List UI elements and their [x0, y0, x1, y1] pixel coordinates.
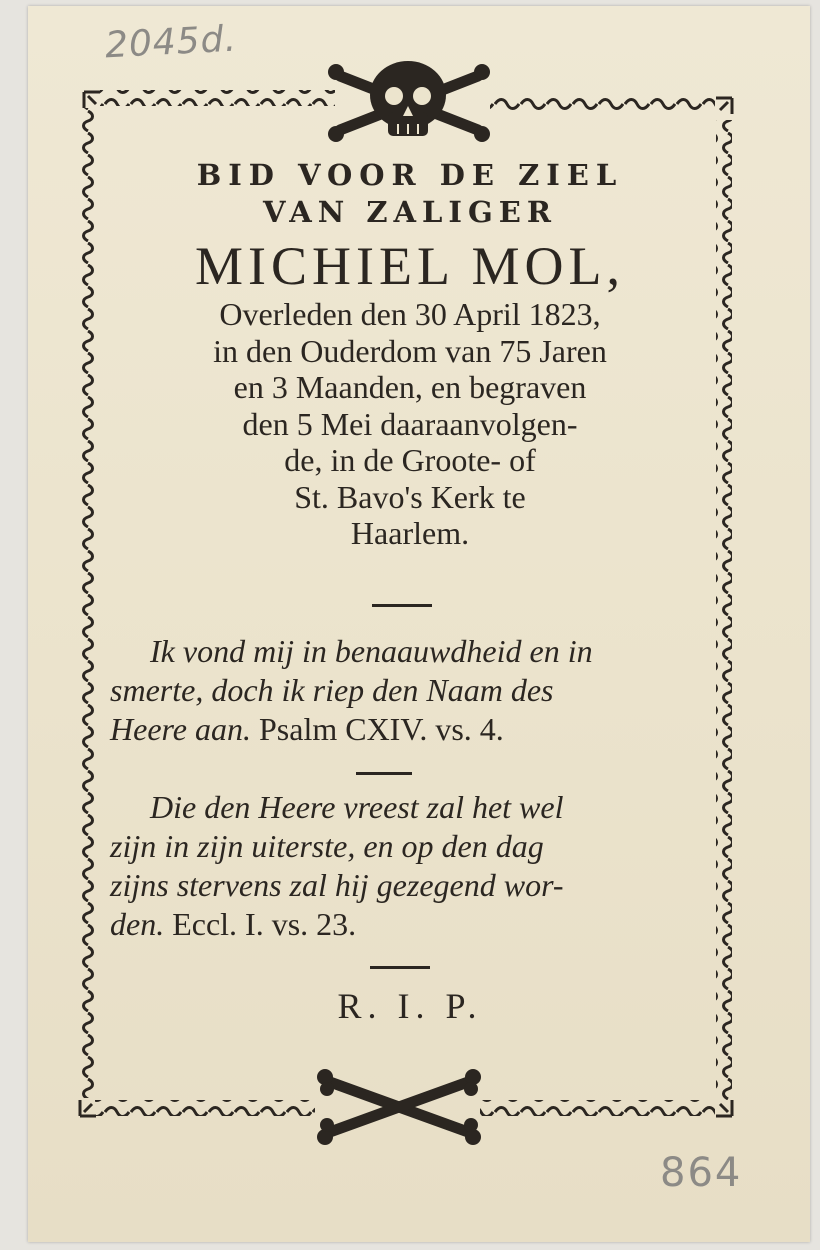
verse-line-with-reference: [110, 710, 700, 749]
ecclesiastes-verse: [110, 788, 700, 944]
pencil-page-number: 864: [660, 1150, 743, 1196]
death-details: [110, 296, 710, 552]
pencil-catalog-number: 2045d.: [104, 18, 238, 67]
detail-line: Overleden den 30 April 1823,: [219, 296, 601, 332]
corner-top-left: [84, 92, 100, 108]
verse-text: Heere aan.: [110, 711, 251, 747]
border-left-chain: [82, 108, 98, 1098]
detail-line: de, in de Groote- of: [284, 442, 536, 478]
psalm-verse: [110, 632, 700, 749]
divider-rule: [356, 772, 412, 775]
verse-line: Ik vond mij in benaauwdheid en in: [150, 633, 593, 669]
detail-line: Haarlem.: [350, 515, 470, 551]
detail-line: den 5 Mei daaraanvolgen-: [242, 405, 578, 442]
verse-line-with-reference: [110, 905, 700, 944]
border-top-right-chain: [490, 95, 715, 111]
verse-line: Die den Heere vreest zal het wel: [150, 789, 564, 825]
detail-line: in den Ouderdom van 75 Jaren: [213, 332, 607, 369]
border-bottom-left-chain: [95, 1100, 315, 1116]
heading-bid-voor-de-ziel: BID VOOR DE ZIEL: [196, 158, 624, 192]
deceased-name: MICHIEL MOL,: [195, 236, 625, 296]
corner-bottom-left: [80, 1100, 96, 1116]
detail-line: St. Bavo's Kerk te: [294, 478, 526, 515]
verse-line: zijn in zijn uiterste, en op den dag: [110, 828, 544, 864]
corner-bottom-right: [716, 1100, 732, 1116]
heading-van-zaliger: VAN ZALIGER: [263, 195, 557, 229]
border-right-chain: [716, 120, 732, 1100]
verse-text: den.: [110, 906, 165, 942]
border-bottom-right-chain: [480, 1100, 715, 1116]
divider-rule: [372, 604, 432, 607]
crossed-bones-icon: [317, 1069, 481, 1145]
verse-line: smerte, doch ik riep den Naam des: [110, 672, 554, 708]
corner-top-right: [716, 98, 732, 114]
border-top-left-chain: [100, 90, 335, 106]
verse-reference: Psalm CXIV. vs. 4.: [250, 711, 504, 747]
verse-line: zijns stervens zal hij gezegend wor-: [110, 867, 564, 903]
verse-reference: Eccl. I. vs. 23.: [164, 906, 357, 942]
divider-rule: [370, 966, 430, 969]
rip-closing: R. I. P.: [337, 986, 483, 1026]
skull-crossbones-icon: [328, 61, 490, 142]
detail-line: en 3 Maanden, en begraven: [233, 369, 587, 405]
